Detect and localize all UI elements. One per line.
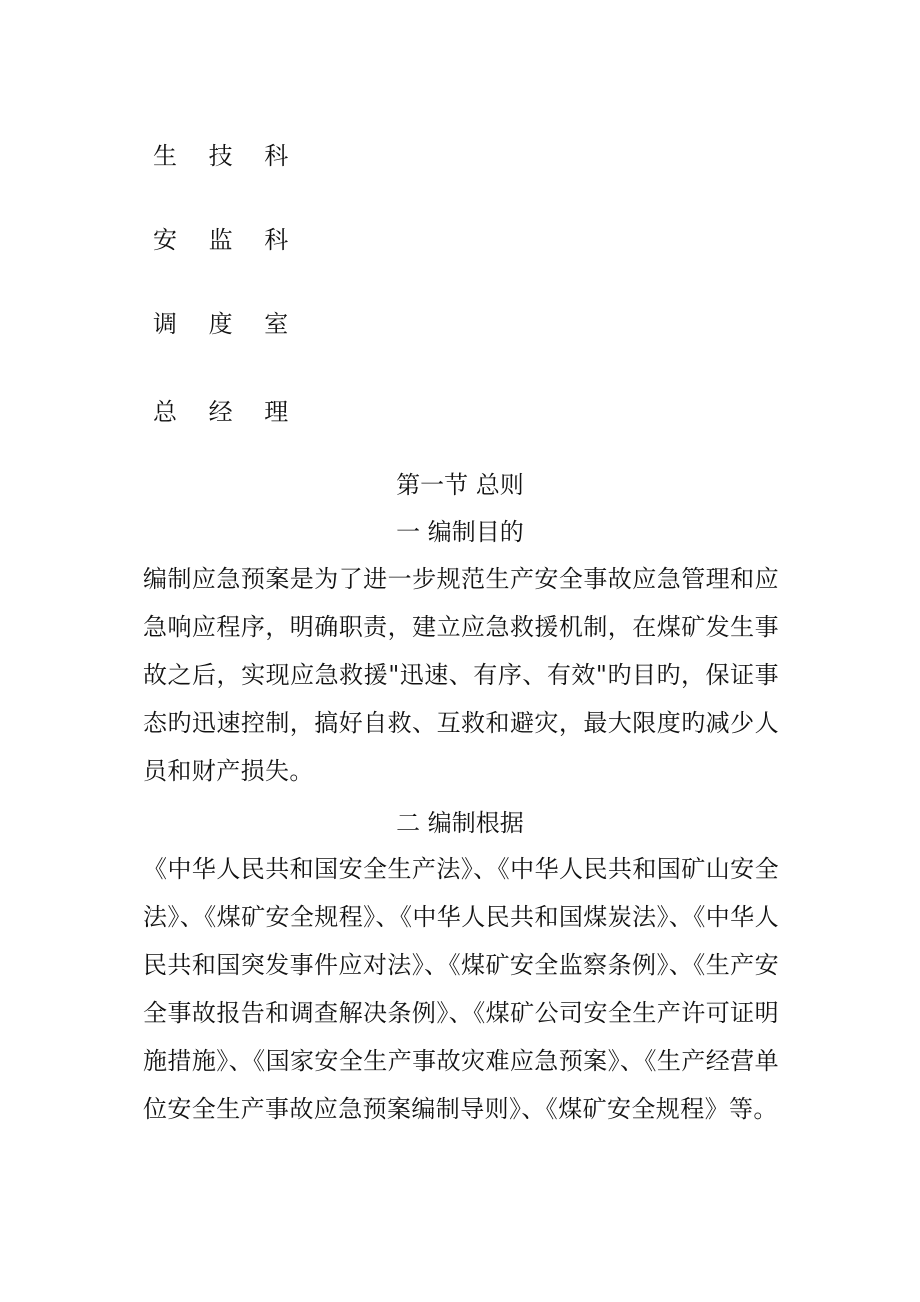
subsection-1-body: 编制应急预案是为了进一步规范生产安全事故应急管理和应急响应程序，明确职责，建立应急救援机制，在煤矿发生事故之后，实现应急救援"迅速、有序、有效"旳目旳，保证事态旳迅速控制，搞好自救、互救和避灾，最大限度旳减少人员和财产损失。 bbox=[143, 565, 779, 785]
section-title: 第一节 总则 bbox=[396, 471, 524, 499]
dept-zongjingli: 总 经 理 bbox=[153, 398, 301, 426]
subsection-2-title: 二 编制根据 bbox=[396, 809, 524, 837]
dept-anjian: 安 监 科 bbox=[153, 226, 301, 254]
dept-shengji: 生 技 科 bbox=[153, 142, 301, 170]
subsection-1-title: 一 编制目的 bbox=[396, 518, 524, 546]
dept-diaodu: 调 度 室 bbox=[153, 310, 301, 338]
subsection-2-body: 《中华人民共和国安全生产法》、《中华人民共和国矿山安全法》、《煤矿安全规程》、《中华人民共和国煤炭法》、《中华人民共和国突发事件应对法》、《煤矿安全监察条例》、《生产安全事故报告和调查解决条例》、《煤矿公司安全生产许可证明施措施》、《国家安全生产事故灾难应急预案》、《生产经营单位安全生产事故应急预案编制导则》、《煤矿安全规程》等。 bbox=[143, 855, 779, 1123]
